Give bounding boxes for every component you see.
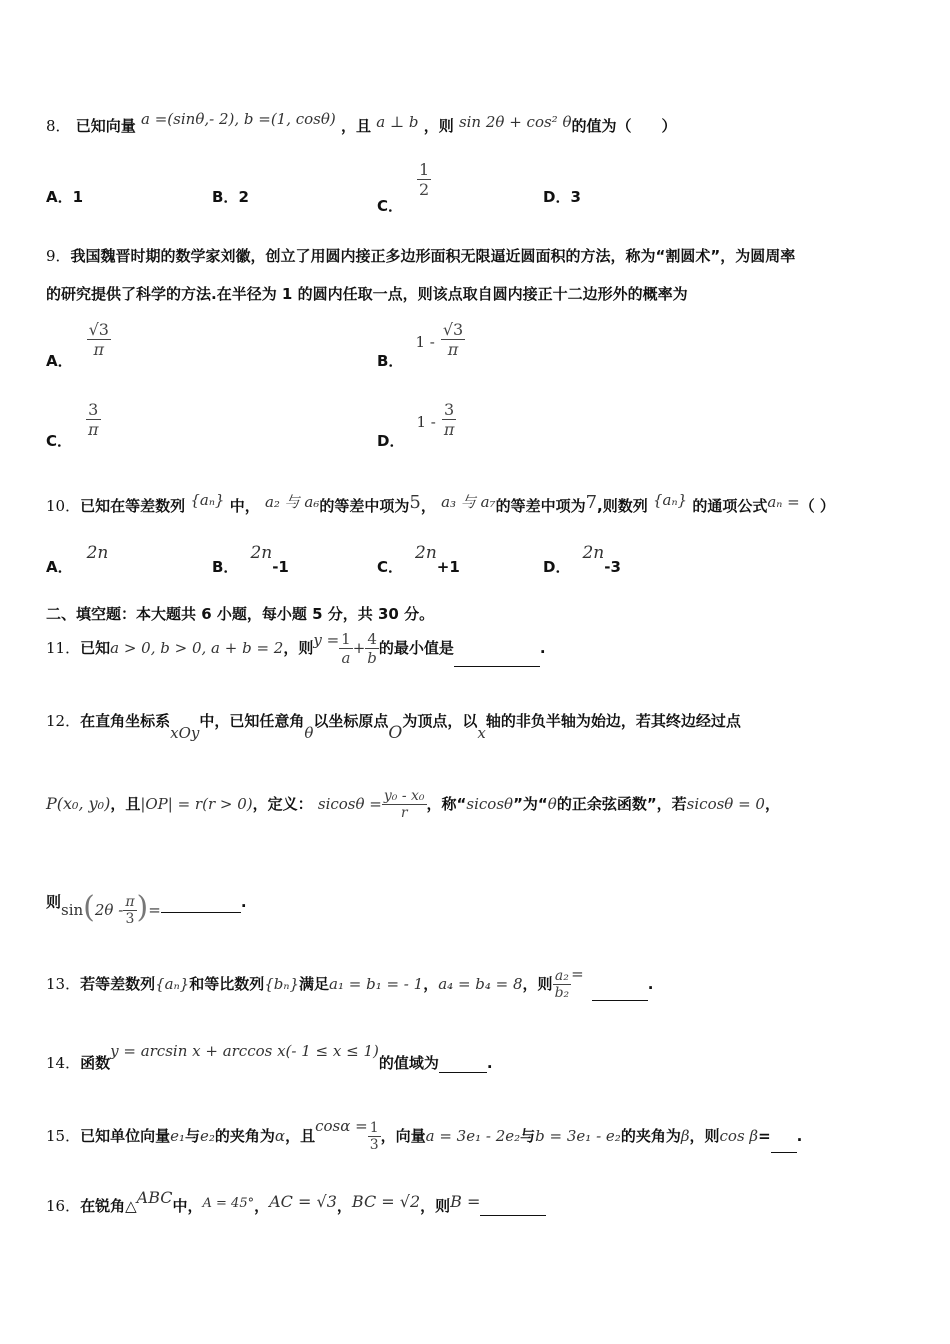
q8-text-3: ，则: [423, 117, 454, 135]
question-number: 11．: [46, 639, 81, 657]
question-9-line-1: [46, 245, 795, 266]
q12-text-2: 中，已知任意角: [199, 712, 305, 730]
q8-option-c[interactable]: C． $\frac{1}{2}$: [377, 160, 430, 215]
q11-condition: a > 0, b > 0, a + b = 2: [110, 639, 284, 657]
q12-op: |OP| = r(r > 0): [140, 795, 253, 813]
q15-text-6: 与: [520, 1127, 536, 1145]
q15-e1: e₁: [170, 1127, 185, 1145]
question-number: 14．: [46, 1054, 81, 1072]
q9-option-d[interactable]: D．1 - $\frac{3}{\pi}$: [377, 400, 455, 450]
q11-text-1: 已知: [80, 639, 111, 657]
q16-answer-blank[interactable]: [480, 1215, 546, 1216]
question-13: 13．若等差数列{aₙ}和等比数列{bₙ}满足a₁ = b₁ = - 1，a₄ = b₄ = 8，则 $\frac{\text{a₂}}{\text{b₂}}$ =.: [46, 965, 654, 1001]
question-number: 8．: [46, 117, 71, 135]
q11-y: y =: [313, 631, 340, 649]
q16-ac: AC = √3: [269, 1192, 337, 1211]
q10-value-2: 7: [585, 492, 598, 513]
q13-answer-blank[interactable]: [592, 1000, 648, 1001]
question-number: 10．: [46, 497, 81, 515]
q15-vec-a: a = 3e₁ - 2e₂: [425, 1127, 521, 1145]
q12-answer-blank[interactable]: [161, 912, 241, 913]
q15-text-7: 的夹角为: [620, 1127, 681, 1145]
q10-text-4: ，: [420, 497, 436, 515]
q15-text-8: ，则: [689, 1127, 720, 1145]
q15-vec-b: b = 3e₁ - e₂: [535, 1127, 621, 1145]
q8-option-b[interactable]: B．2: [212, 188, 249, 206]
question-10: [46, 491, 835, 516]
q15-equals: =: [758, 1127, 771, 1145]
q12-sin: sin: [61, 901, 84, 919]
q11-text-2: ，则: [283, 639, 314, 657]
q13-text-2: 和等比数列: [189, 975, 265, 993]
q12-end: .: [240, 893, 247, 911]
question-15: 15．已知单位向量e₁与e₂的夹角为α，且cosα = $\frac{1}{3}$ ，向量a = 3e₁ - 2e₂与b = 3e₁ - e₂的夹角为β，则cos β= .: [46, 1117, 803, 1153]
q8-text-4: 的值为（ ）: [571, 117, 677, 135]
q10-option-d[interactable]: D．2n-3: [543, 543, 621, 576]
q12-xoy: xOy: [170, 724, 200, 742]
q14-text-2: 的值域为: [378, 1054, 439, 1072]
q12-text-4: 为顶点，以: [402, 712, 478, 730]
q12-sicos: sicosθ: [466, 795, 514, 813]
q12-origin: O: [388, 723, 403, 743]
q12-arg: 2θ -: [94, 901, 124, 919]
q10-text-7: 的通项公式: [692, 497, 768, 515]
q10-terms-1: a₂ 与 a₆: [264, 493, 320, 511]
q12-text-8: ，称“: [426, 795, 467, 813]
q15-beta: β: [680, 1127, 690, 1145]
q14-end: .: [486, 1054, 493, 1072]
q16-text-4: ，: [336, 1197, 352, 1215]
q9-text-1: 我国魏晋时期的数学家刘徽，创立了用圆内接正多边形面积无限逼近圆面积的方法，称为“割圆术”，为圆周率: [70, 247, 796, 265]
q12-theta-2: θ: [547, 795, 557, 813]
question-8: [46, 110, 677, 136]
q12-definition: sicosθ =: [317, 795, 382, 813]
question-number: 12．: [46, 712, 81, 730]
question-12-line-3: 则sin(2θ - $\frac{\pi}{3}$ )= .: [46, 890, 247, 927]
q10-text-8: （ ）: [799, 497, 835, 515]
q16-triangle: ABC: [136, 1188, 173, 1207]
q16-text-1: 在锐角△: [80, 1197, 137, 1215]
q13-seq-a: {aₙ}: [155, 975, 190, 993]
q9-option-b[interactable]: B．1 - $\frac{√3}{\pi}$: [377, 320, 464, 370]
q15-text-2: 与: [185, 1127, 201, 1145]
q13-cond-1: a₁ = b₁ = - 1: [329, 975, 424, 993]
q12-theta: θ: [304, 724, 314, 742]
q15-answer-blank[interactable]: [771, 1152, 797, 1153]
q12-text-12: 则: [46, 893, 62, 911]
question-11: 11．已知a > 0, b > 0, a + b = 2，则y = $\frac{1}{a}$ + $\frac{4}{b}$ 的最小值是 .: [46, 630, 546, 667]
section-title: 二、填空题：本大题共 6 小题，每小题 5 分，共 30 分。: [46, 605, 435, 623]
q16-b: B =: [450, 1192, 481, 1211]
q11-answer-blank[interactable]: [454, 666, 540, 667]
q15-cos: cosα =: [315, 1117, 368, 1135]
q12-text-7: ，定义：: [252, 795, 313, 813]
q10-formula: aₙ =: [767, 493, 800, 511]
q8-vectors: a =(sinθ,- 2), b =(1, cosθ): [141, 110, 336, 128]
q9-option-a[interactable]: A． $\frac{√3}{\pi}$: [46, 320, 109, 370]
q9-option-c[interactable]: C． $\frac{3}{\pi}$: [46, 400, 99, 450]
q13-equals: =: [571, 965, 584, 983]
q12-text-9: ”为“: [513, 795, 548, 813]
q12-text-11: ，: [764, 795, 780, 813]
q10-text-5: 的等差中项为: [495, 497, 586, 515]
q8-option-a[interactable]: A．1: [46, 188, 84, 206]
q10-value-1: 5: [409, 492, 421, 513]
q10-option-b[interactable]: B．2n-1: [212, 543, 289, 576]
q12-text-1: 在直角坐标系: [80, 712, 171, 730]
q15-e2: e₂: [200, 1127, 215, 1145]
q13-cond-2: a₄ = b₄ = 8: [438, 975, 523, 993]
q10-option-a[interactable]: A．2n: [46, 543, 109, 576]
q13-text-1: 若等差数列: [80, 975, 156, 993]
q14-answer-blank[interactable]: [439, 1072, 487, 1073]
q13-end: .: [647, 975, 654, 993]
q8-option-d[interactable]: D．3: [543, 188, 581, 206]
q12-point: P(x₀, y₀): [46, 794, 111, 813]
question-number: 13．: [46, 975, 81, 993]
q14-text-1: 函数: [80, 1054, 111, 1072]
q12-equals: =: [148, 901, 161, 919]
q12-text-5: 轴的非负半轴为始边，若其终边经过点: [485, 712, 741, 730]
q15-text-5: ，向量: [380, 1127, 426, 1145]
q13-text-3: 满足: [299, 975, 330, 993]
q11-end: .: [539, 639, 546, 657]
q8-text-1: 已知向量: [75, 117, 136, 135]
q8-text-2: ，且: [341, 117, 372, 135]
q11-plus: +: [352, 639, 366, 657]
q10-seq: {aₙ}: [190, 491, 225, 509]
question-number: 15．: [46, 1127, 81, 1145]
q11-text-3: 的最小值是: [378, 639, 454, 657]
q16-text-3: ，: [254, 1197, 270, 1215]
question-16: [46, 1188, 546, 1216]
q12-text-10: 的正余弦函数”，若: [556, 795, 687, 813]
q10-seq-2: {aₙ}: [652, 491, 688, 509]
q12-text-6: ，且: [110, 795, 141, 813]
q16-angle-a: A = 45°: [202, 1196, 255, 1211]
q13-text-4: ，: [423, 975, 439, 993]
question-12-line-1: [46, 710, 741, 743]
q15-text-4: ，且: [285, 1127, 316, 1145]
q10-text-3: 的等差中项为: [319, 497, 410, 515]
q10-text-6: ,则数列: [597, 497, 648, 515]
q12-condition: sicosθ = 0: [686, 795, 765, 813]
q14-function: y = arcsin x + arccos x(- 1 ≤ x ≤ 1): [110, 1042, 379, 1060]
question-14: [46, 1042, 493, 1073]
q13-seq-b: {bₙ}: [264, 975, 300, 993]
q15-end: .: [796, 1127, 803, 1145]
q16-bc: BC = √2: [351, 1192, 421, 1211]
q12-text-3: 以坐标原点: [313, 712, 389, 730]
question-12-line-2: P(x₀, y₀)，且|OP| = r(r > 0)，定义： sicosθ = $\frac{\text{y₀ - x₀}}{r}$ ，称“sicosθ”为“θ的正余弦函数”，若sicosθ = 0，: [46, 788, 780, 821]
q8-perp: a ⊥ b: [376, 113, 419, 131]
q9-text-2: 的研究提供了科学的方法.在半径为 1 的圆内任取一点，则该点取自圆内接正十二边形外的概率为: [46, 285, 688, 303]
question-number: 9．: [46, 247, 71, 265]
q10-option-c[interactable]: C．2n+1: [377, 543, 460, 576]
q16-text-2: 中，: [172, 1197, 203, 1215]
q15-text-1: 已知单位向量: [80, 1127, 171, 1145]
q12-x: x: [477, 724, 486, 742]
q10-text-2: 中，: [229, 497, 260, 515]
q10-text-1: 已知在等差数列: [80, 497, 186, 515]
q13-text-5: ，则: [522, 975, 553, 993]
q15-alpha: α: [274, 1127, 286, 1145]
question-9-line-2: [46, 283, 688, 304]
question-number: 16．: [46, 1197, 81, 1215]
q8-expression: sin 2θ + cos² θ: [458, 113, 572, 131]
q16-text-5: ，则: [420, 1197, 451, 1215]
q10-terms-2: a₃ 与 a₇: [441, 493, 496, 511]
q15-text-3: 的夹角为: [214, 1127, 275, 1145]
q15-cos-beta: cos β: [719, 1127, 759, 1145]
